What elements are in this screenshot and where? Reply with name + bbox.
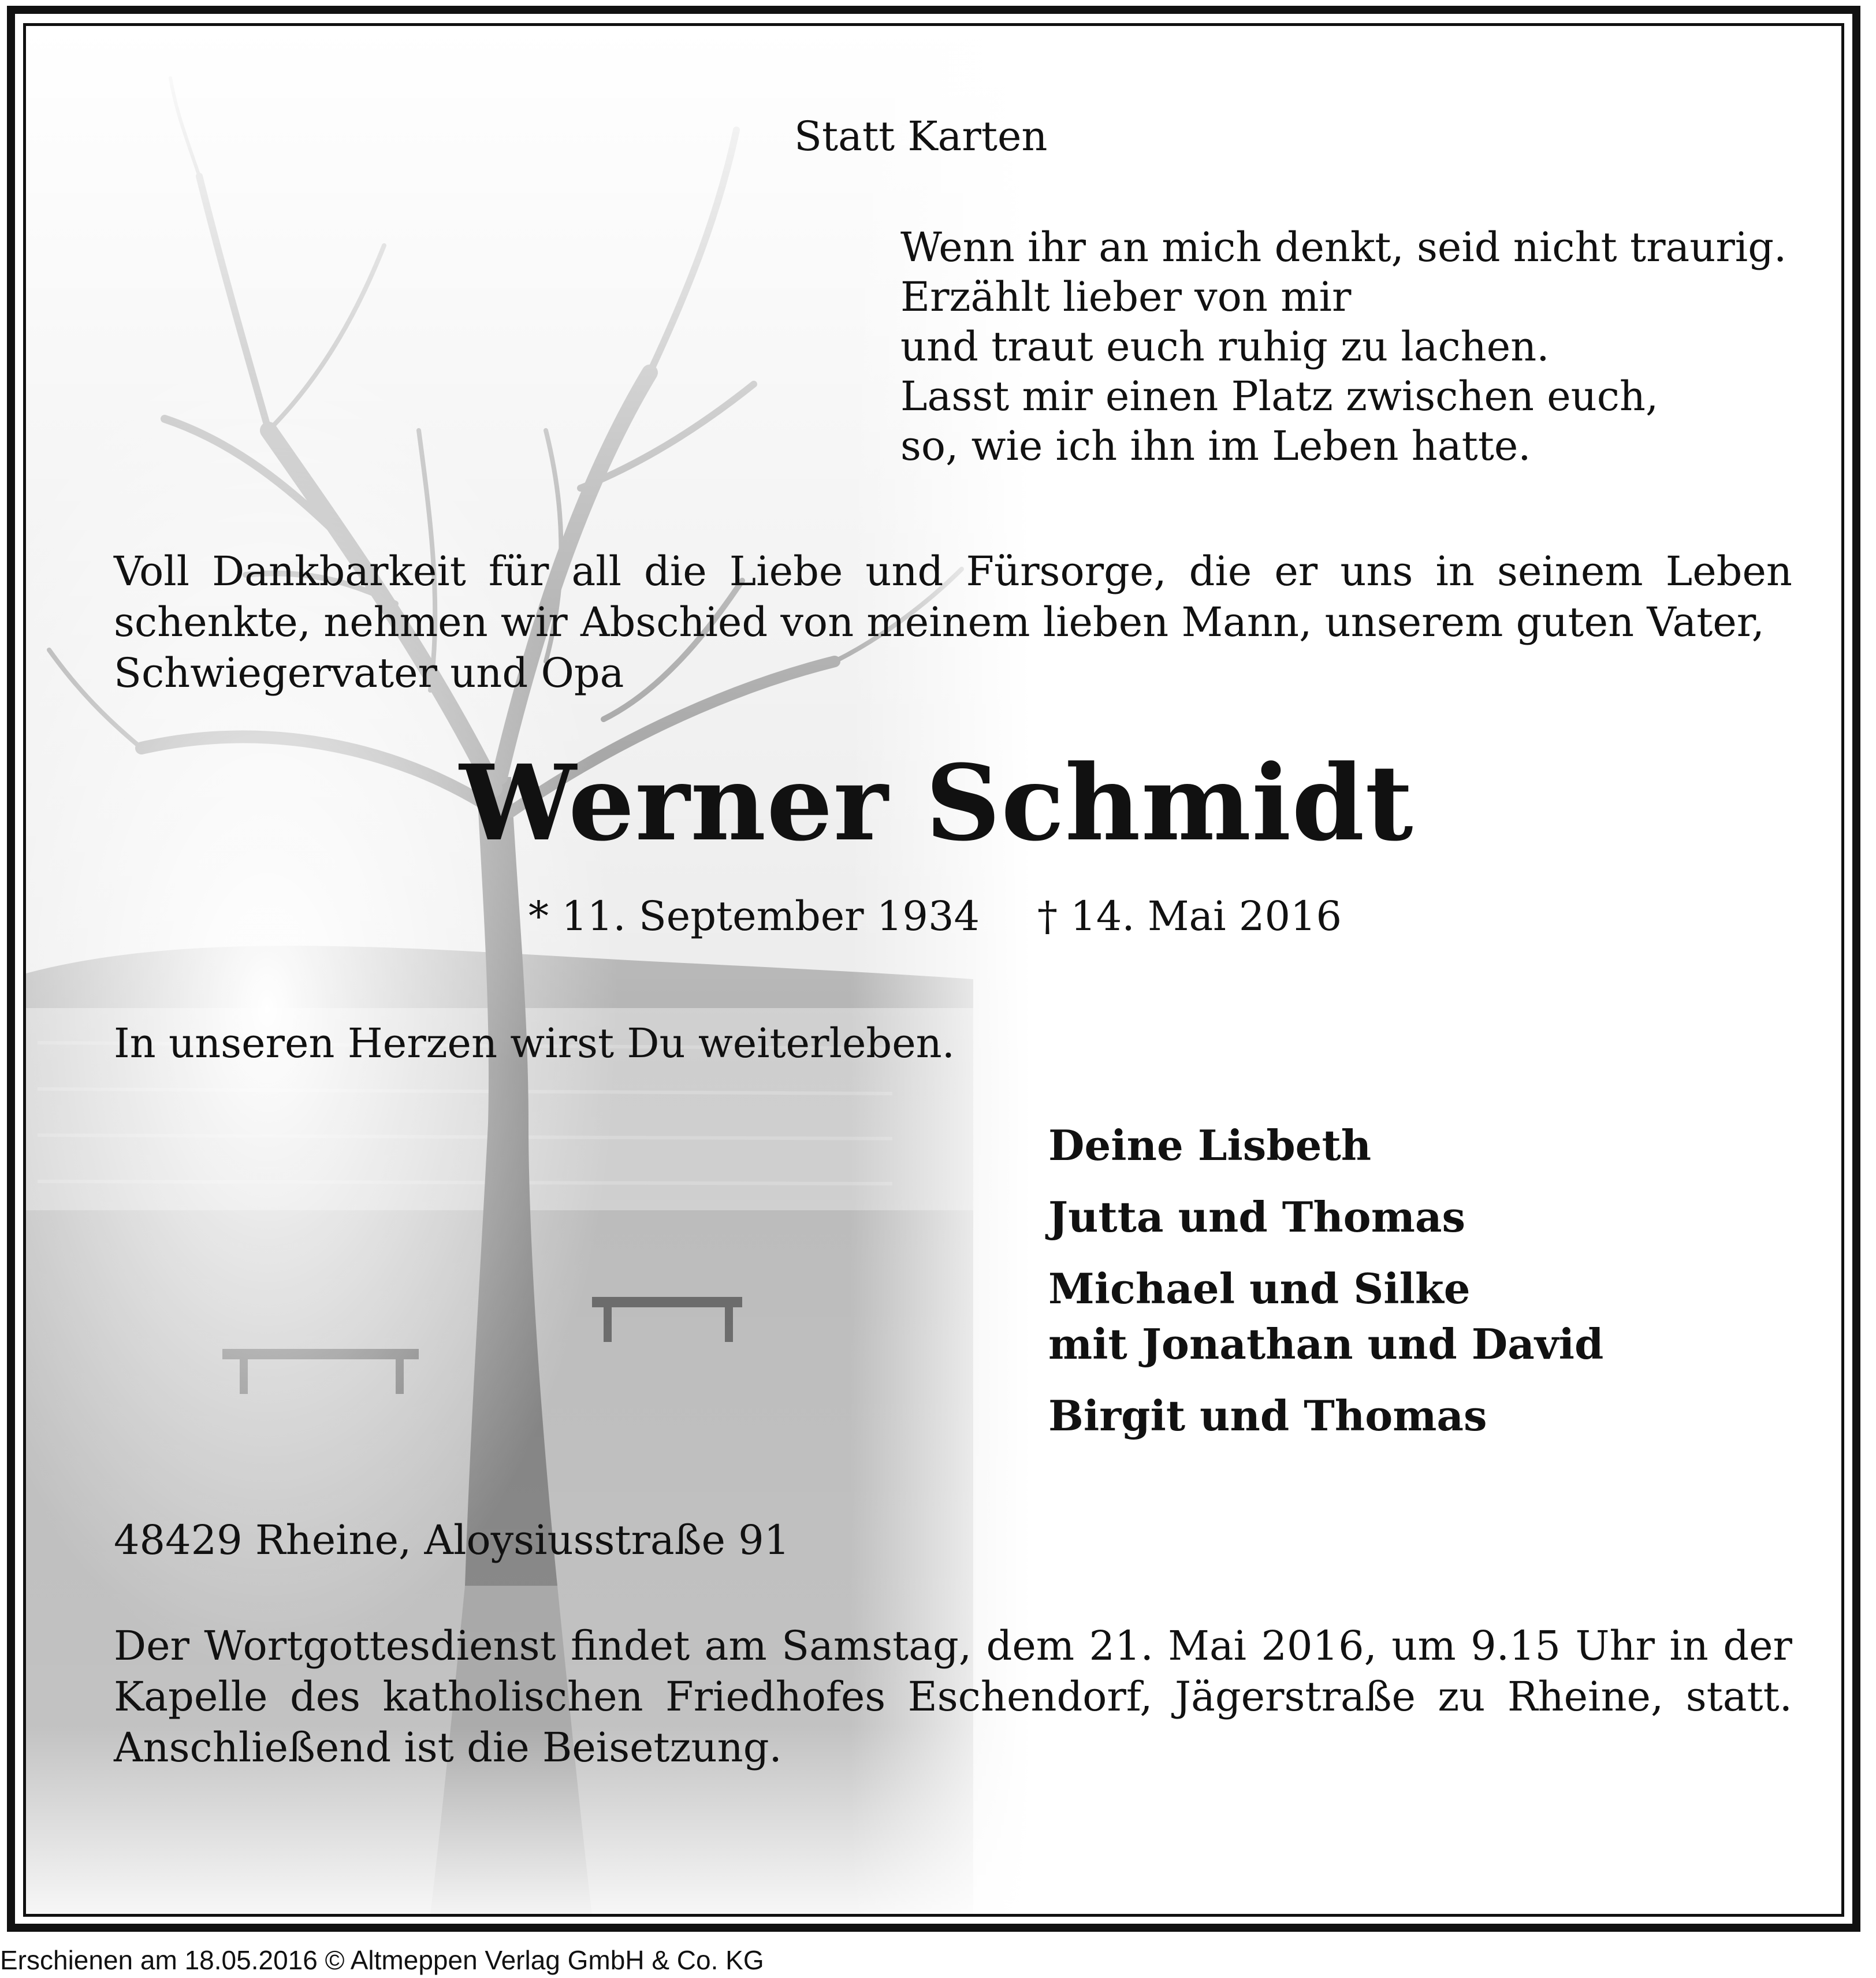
poem-line: und traut euch ruhig zu lachen. xyxy=(900,323,1550,370)
family-member: Jutta und Thomas xyxy=(1048,1192,1466,1241)
family-member: mit Jonathan und David xyxy=(1048,1319,1604,1369)
family-member: Birgit und Thomas xyxy=(1048,1391,1487,1440)
family-member-group xyxy=(1048,1261,1603,1372)
address: 48429 Rheine, Aloysiusstraße 91 xyxy=(114,1516,790,1564)
inner-border xyxy=(23,23,1844,1917)
closing-line: In unseren Herzen wirst Du weiterleben. xyxy=(114,1020,955,1067)
family-member: Deine Lisbeth xyxy=(1048,1121,1372,1170)
statt-karten-header: Statt Karten xyxy=(794,113,1048,160)
family-member: Michael und Silke xyxy=(1048,1264,1471,1313)
service-info: Der Wortgottesdienst findet am Samstag, dem 21. Mai 2016, um 9.15 Uhr in der Kapelle des katholischen Friedhofes Eschendorf, Jägerstraße zu Rheine, statt. Anschließend ist die Beisetzung. xyxy=(114,1622,1792,1771)
intro-paragraph xyxy=(114,546,1792,698)
life-dates xyxy=(528,893,1342,940)
poem-line: Wenn ihr an mich denkt, seid nicht traurig. xyxy=(900,224,1787,271)
deceased-name: Werner Schmidt xyxy=(459,742,1414,864)
poem-line: so, wie ich ihn im Leben hatte. xyxy=(900,422,1531,470)
intro-last-line: Schwiegervater und Opa xyxy=(114,649,624,697)
family-signatures xyxy=(1048,1118,1603,1460)
poem-line: Erzählt lieber von mir xyxy=(900,273,1352,321)
birth-date: * 11. September 1934 xyxy=(528,893,980,940)
death-date: † 14. Mai 2016 xyxy=(1037,893,1342,940)
poem xyxy=(900,222,1786,471)
poem-line: Lasst mir einen Platz zwischen euch, xyxy=(900,373,1659,420)
intro-text: Voll Dankbarkeit für all die Liebe und Fürsorge, die er uns in seinem Leben schenkte, nehmen wir Abschied von meinem lieben Mann, unserem guten Vater, xyxy=(114,548,1792,646)
publication-footer: Erschienen am 18.05.2016 © Altmeppen Verlag GmbH & Co. KG xyxy=(0,1945,764,1975)
